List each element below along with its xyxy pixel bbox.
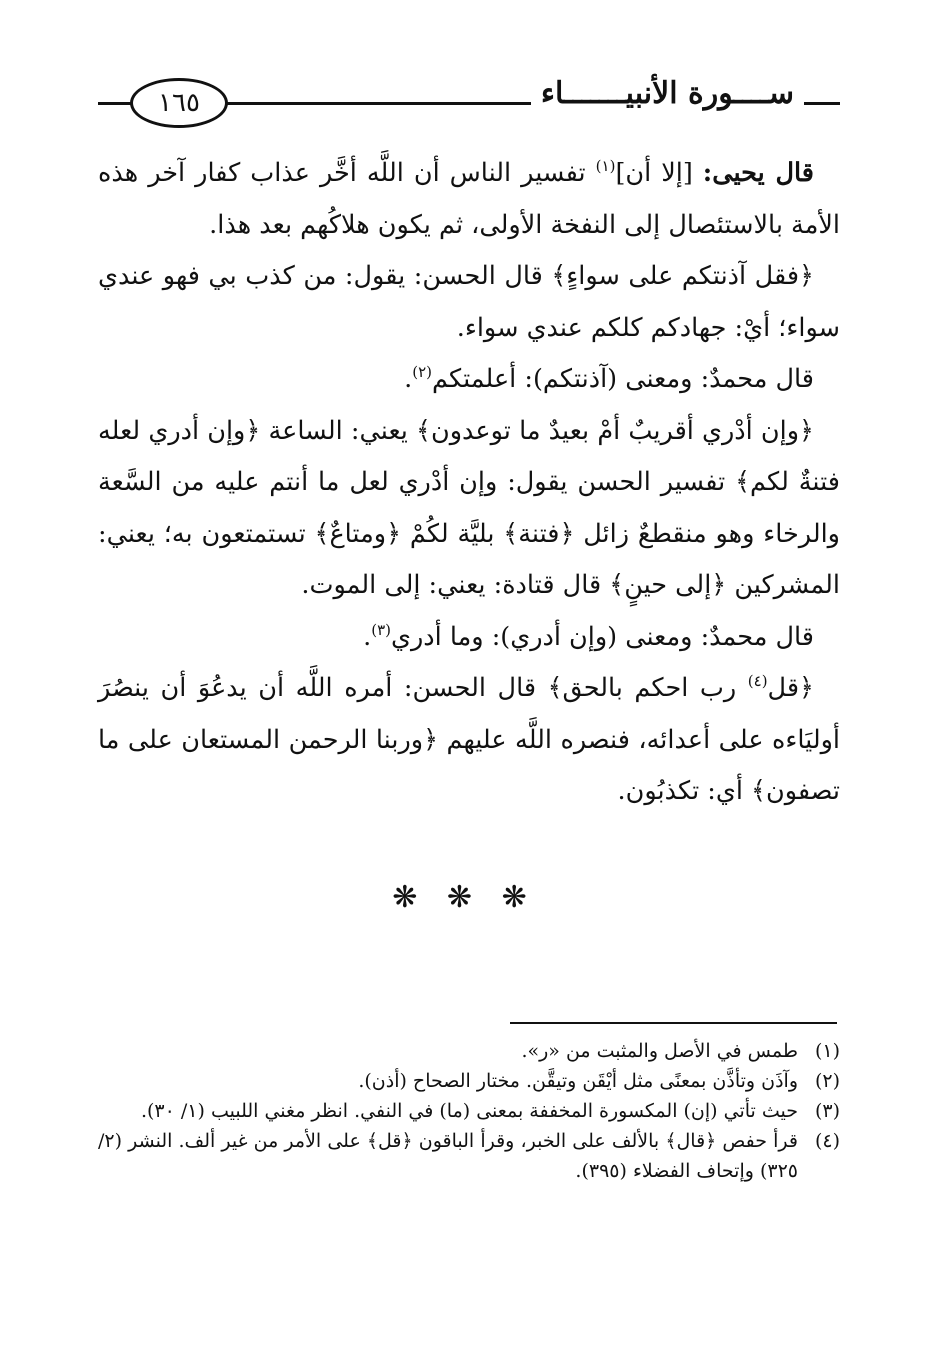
paragraph-text: [إلا أن] (615, 158, 703, 188)
main-text (98, 148, 840, 818)
footnote-text: حيث تأتي (إن) المكسورة المخففة بمعنى (ما) في النفي. انظر مغني اللبيب (١/ ٣٠). (140, 1100, 798, 1122)
paragraph-text: قال محمدٌ: ومعنى (آذنتكم): أعلمتكم (432, 364, 814, 394)
footnote-text: قرأ حفص ﴿قال﴾ بالألف على الخبر، وقرأ الباقون ﴿قل﴾ على الأمر من غير ألف. النشر (٢/ ٣٢٥) وإتحاف الفضلاء (٣٩٥). (98, 1130, 798, 1182)
paragraph-text: قال محمدٌ: ومعنى (وإن أدري): وما أدري (391, 621, 814, 652)
footnote-ref[interactable]: (٣) (371, 620, 392, 639)
paragraph-text-cont: تفسير الناس أن اللَّه أخَّر عذاب كفار آخر هذه الأمة بالاستئصال إلى النفخة الأولى، ثم يكون هلاكُهم بعد هذا. (98, 158, 840, 240)
footnote-2 (98, 1066, 840, 1096)
footnotes (98, 1036, 840, 1186)
paragraph-text: ﴿فقل آذنتكم على سواءٍ﴾ قال الحسن: يقول: من كذب بي فهو عندي سواء؛ أيْ: جهادكم كلكم عندي سواء. (98, 261, 840, 343)
footnote-ref[interactable]: (١) (595, 157, 616, 175)
footnote-number: (٢) (814, 1070, 840, 1092)
footnote-text: وآذَن وتأذَّن بمعنًى مثل أيْقَن وتيقَّن. مختار الصحاح (أذن). (358, 1070, 798, 1092)
paragraph-text: ﴿وإن أدْري أقريبٌ أمْ بعيدٌ ما توعدون﴾ يعني: الساعة ﴿وإن أدري لعله فتنةٌ لكم﴾ تفسير الحسن يقول: وإن أدْري لعل ما أنتم عليه من السَّعة والرخاء وهو منقطعٌ زائل ﴿فتنة﴾ بليَّة لكُمْ ﴿ومتاعٌ﴾ تستمتعون به؛ يعني: المشركين ﴿إلى حينٍ﴾ قال قتادة: يعني: إلى الموت. (98, 415, 840, 600)
page-number: ١٦٥ (158, 88, 200, 118)
paragraph-text-cont: رب احكم بالحق﴾ قال الحسن: أمره اللَّه أن يدعُوَ أن ينصُرَ أوليَاءه على أعدائه، فنصره اللَّه عليهم ﴿وربنا الرحمن المستعان على ما تصفون﴾ أي: تكذبُون. (98, 673, 840, 806)
footnote-1 (98, 1036, 840, 1066)
paragraph-4 (98, 406, 840, 612)
footnote-4 (98, 1126, 840, 1186)
paragraph-3 (98, 354, 840, 406)
footnote-number: (٣) (814, 1100, 840, 1122)
paragraph-text-cont: . (363, 621, 372, 652)
paragraph-1 (98, 148, 840, 251)
surah-title: ســــورة الأنبيـــــــاء (531, 76, 804, 111)
paragraph-2 (98, 251, 840, 354)
page-number-oval (130, 78, 228, 128)
section-separator: ❋ ❋ ❋ (392, 880, 537, 915)
page-header (98, 70, 840, 130)
paragraph-6 (98, 663, 840, 818)
footnote-3 (98, 1096, 840, 1126)
paragraph-text-cont: . (404, 364, 413, 394)
footnote-ref[interactable]: (٢) (412, 363, 433, 381)
footnote-number: (٤) (814, 1130, 840, 1152)
footnote-number: (١) (814, 1040, 840, 1062)
paragraph-5 (98, 612, 840, 664)
footnote-ref[interactable]: (٤) (747, 672, 768, 690)
footnote-rule (510, 1022, 837, 1024)
paragraph-text: ﴿قل (767, 673, 814, 703)
speaker-label: قال يحيى: (702, 158, 814, 188)
footnote-text: طمس في الأصل والمثبت من «ر». (521, 1040, 798, 1062)
